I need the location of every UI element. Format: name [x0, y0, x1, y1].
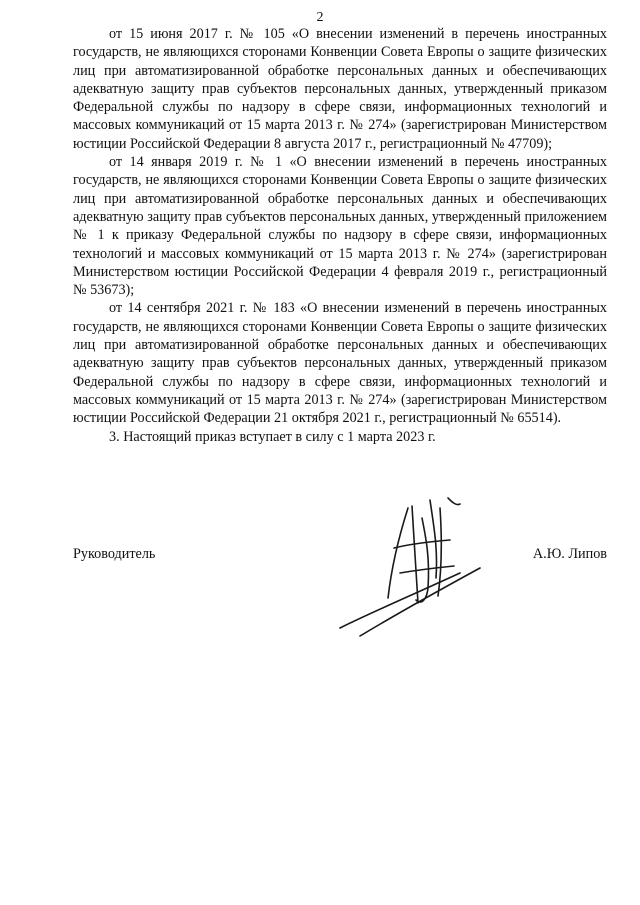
document-body [73, 25, 607, 446]
page-number: 2 [316, 10, 324, 25]
paragraph-effective-date: 3. Настоящий приказ вступает в силу с 1 марта 2023 г. [109, 428, 436, 445]
handwritten-signature [330, 478, 490, 638]
paragraph-order-2017: от 15 июня 2017 г. № 105 «О внесении изменений в перечень иностранных государств, не являющихся сторонами Конвенции Совета Европы о защите физических лиц при автоматизированной обработке персональных данных и обеспечивающих адекватную защиту прав субъектов персональных данных, утвержденный приказом Федеральной службы по надзору в сфере связи, информационных технологий и массовых коммуникаций от 15 марта 2013 г. № 274» (зарегистрирован Министерством юстиции Российской Федерации 8 августа 2017 г., регистрационный № 47709); [73, 26, 607, 152]
signatory-name: А.Ю. Липов [532, 546, 607, 562]
paragraph-order-2021: от 14 сентября 2021 г. № 183 «О внесении изменений в перечень иностранных государств, не являющихся сторонами Конвенции Совета Европы о защите физических лиц при автоматизированной обработке персональных данных и обеспечивающих адекватную защиту прав субъектов персональных данных, утвержденный приказом Федеральной службы по надзору в сфере связи, информационных технологий и массовых коммуникаций от 15 марта 2013 г. № 274» (зарегистрирован Министерством юстиции Российской Федерации 21 октября 2021 г., регистрационный № 65514). [73, 300, 607, 427]
signatory-title: Руководитель [73, 546, 156, 562]
paragraph-order-2019: от 14 января 2019 г. № 1 «О внесении изменений в перечень иностранных государств, не являющихся сторонами Конвенции Совета Европы о защите физических лиц при автоматизированной обработке персональных данных и обеспечивающих адекватную защиту прав субъектов персональных данных, утвержденный приложением № 1 к приказу Федеральной службы по надзору в сфере связи, информационных технологий и массовых коммуникаций от 15 марта 2013 г. № 274» (зарегистрирован Министерством юстиции Российской Федерации 4 февраля 2019 г., регистрационный № 53673); [73, 154, 607, 299]
